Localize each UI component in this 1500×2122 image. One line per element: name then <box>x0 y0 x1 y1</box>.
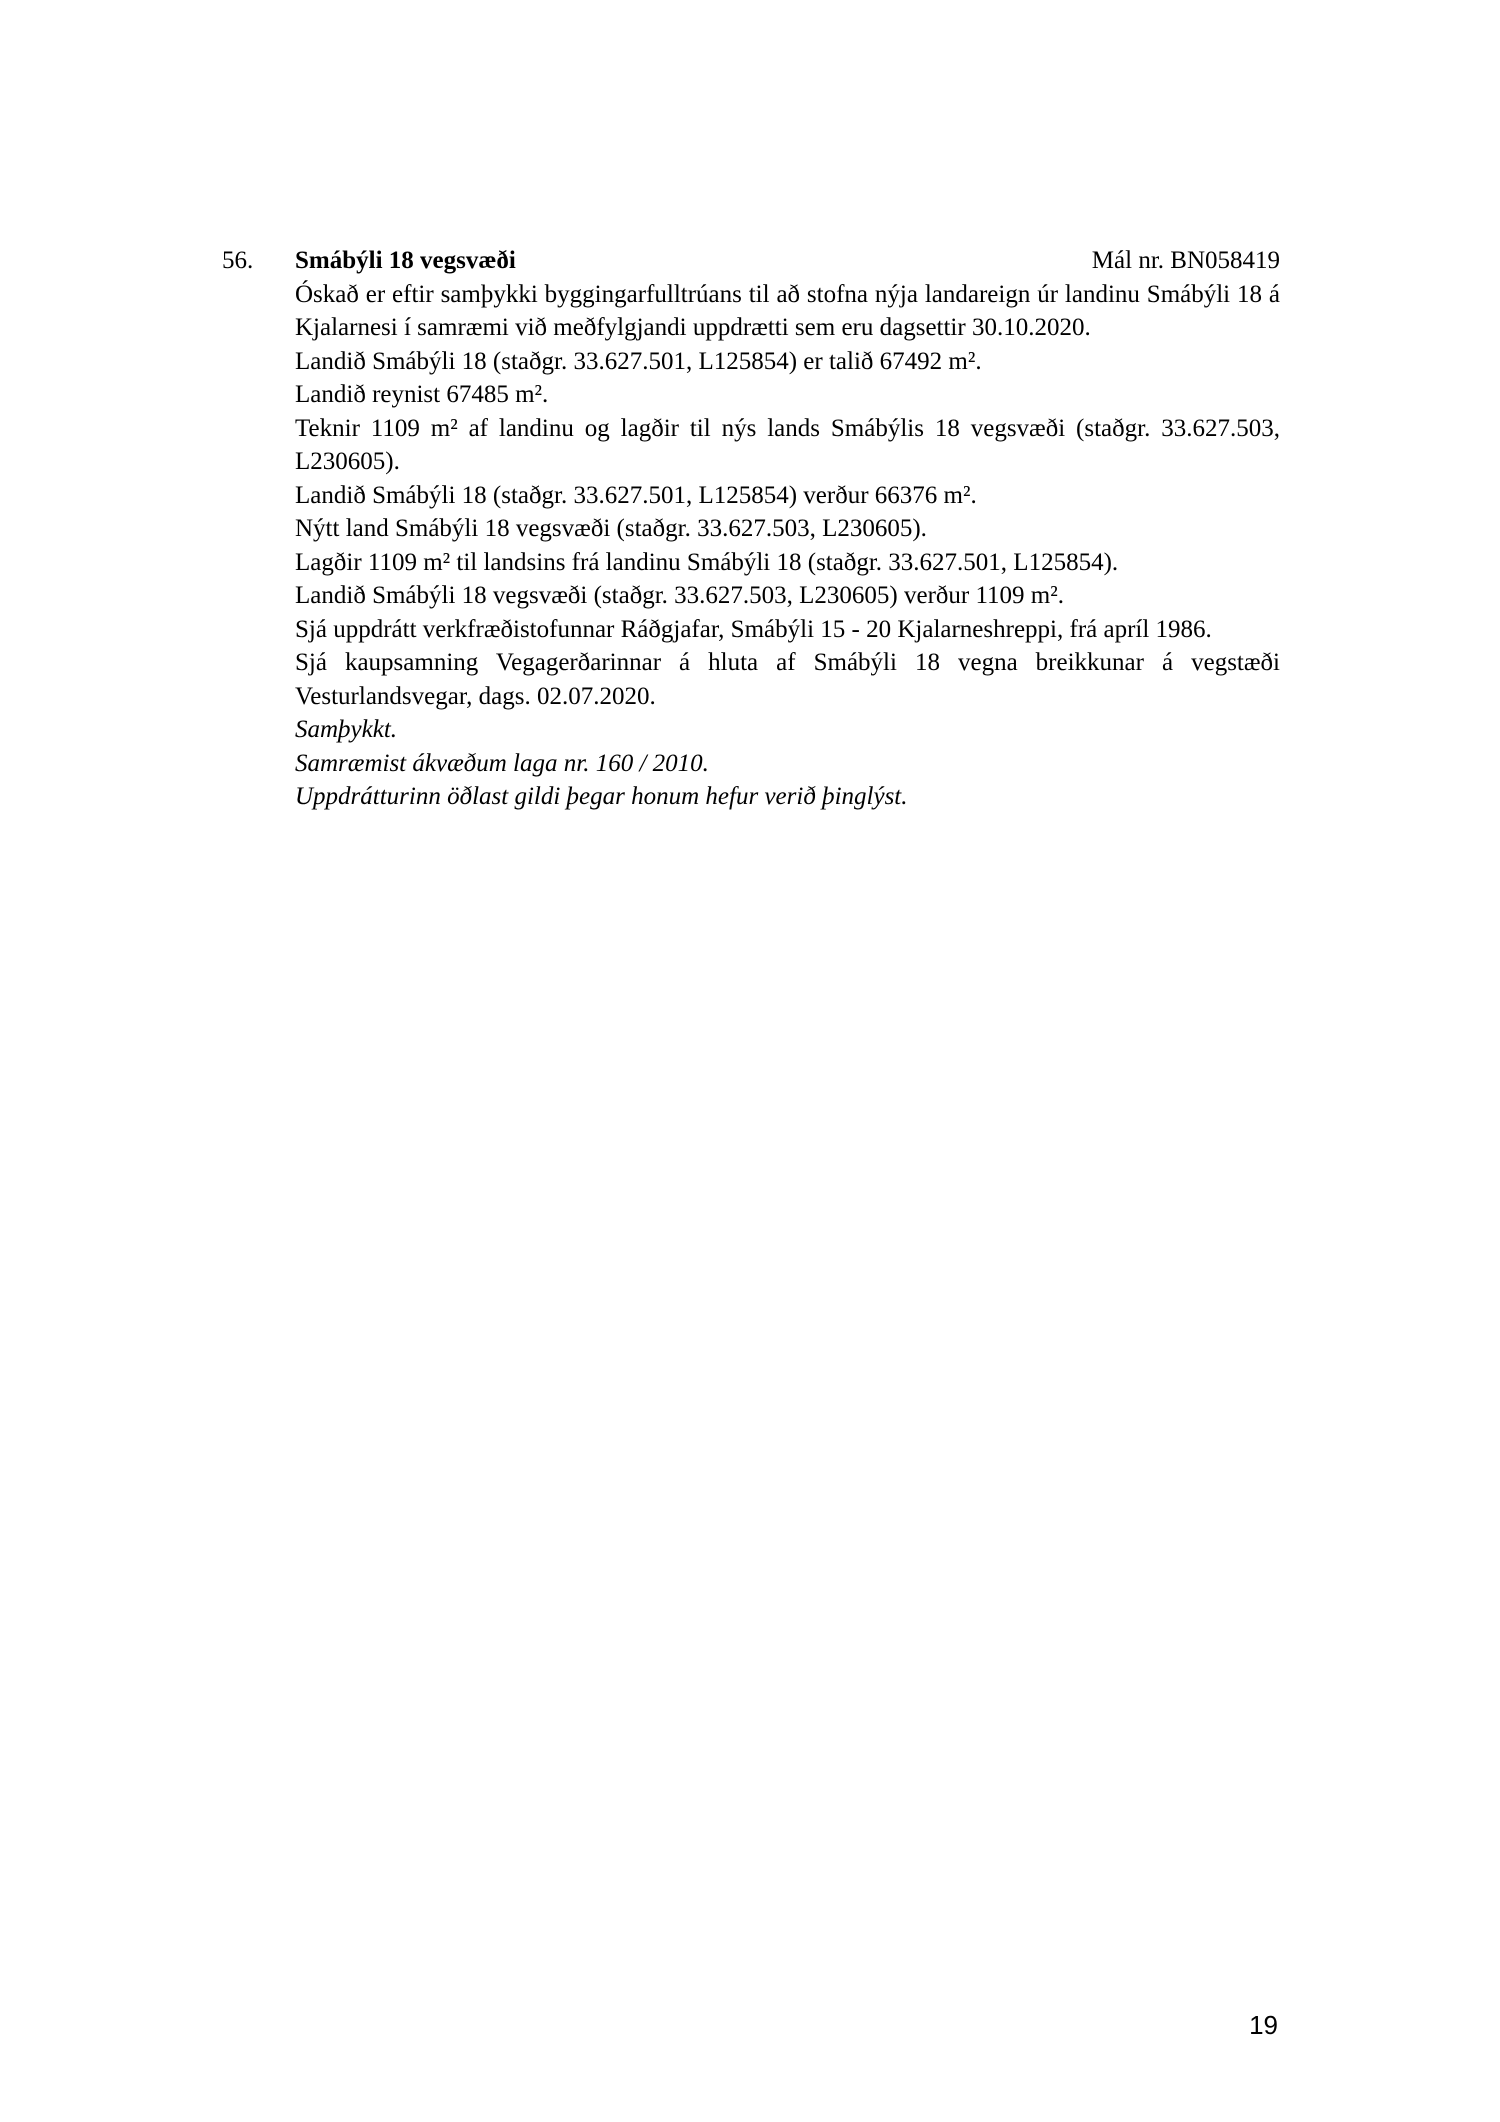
case-title: Smábýli 18 vegsvæði <box>295 247 516 274</box>
case-paragraph: Sjá kaupsamning Vegagerðarinnar á hluta af Smábýli 18 vegna breikkunar á vegstæði Vesturlandsvegar, dags. 02.07.2020. <box>295 649 1280 710</box>
decision-approved: Samþykkt. <box>295 716 398 743</box>
case-body <box>295 278 1280 814</box>
case-number: 56. <box>222 247 254 274</box>
decision-law-compliance: Samræmist ákvæðum laga nr. 160 / 2010. <box>295 749 709 777</box>
case-paragraph: Landið Smábýli 18 vegsvæði (staðgr. 33.627.503, L230605) verður 1109 m². <box>295 582 1064 609</box>
case-reference: Mál nr. BN058419 <box>1091 247 1280 274</box>
case-paragraph: Óskað er eftir samþykki byggingarfulltrúans til að stofna nýja landareign úr landinu Smábýli 18 á Kjalarnesi í samræmi við meðfylgjandi uppdrætti sem eru dagsettir 30.10.2020. <box>295 280 1280 341</box>
case-paragraph: Teknir 1109 m² af landinu og lagðir til nýs lands Smábýlis 18 vegsvæði (staðgr. 33.627.503, L230605). <box>295 414 1280 475</box>
decision-registration-note: Uppdrátturinn öðlast gildi þegar honum hefur verið þinglýst. <box>295 783 908 810</box>
case-paragraph: Landið Smábýli 18 (staðgr. 33.627.501, L125854) er talið 67492 m². <box>295 347 982 375</box>
page-number: 19 <box>1249 2010 1278 2040</box>
case-paragraph: Nýtt land Smábýli 18 vegsvæði (staðgr. 33.627.503, L230605). <box>295 515 927 542</box>
case-paragraph: Lagðir 1109 m² til landsins frá landinu Smábýli 18 (staðgr. 33.627.501, L125854). <box>295 548 1119 576</box>
case-paragraph: Landið Smábýli 18 (staðgr. 33.627.501, L125854) verður 66376 m². <box>295 481 977 509</box>
case-paragraph: Landið reynist 67485 m². <box>295 381 549 408</box>
case-paragraph: Sjá uppdrátt verkfræðistofunnar Ráðgjafar, Smábýli 15 - 20 Kjalarneshreppi, frá apríl 1986. <box>295 615 1212 643</box>
